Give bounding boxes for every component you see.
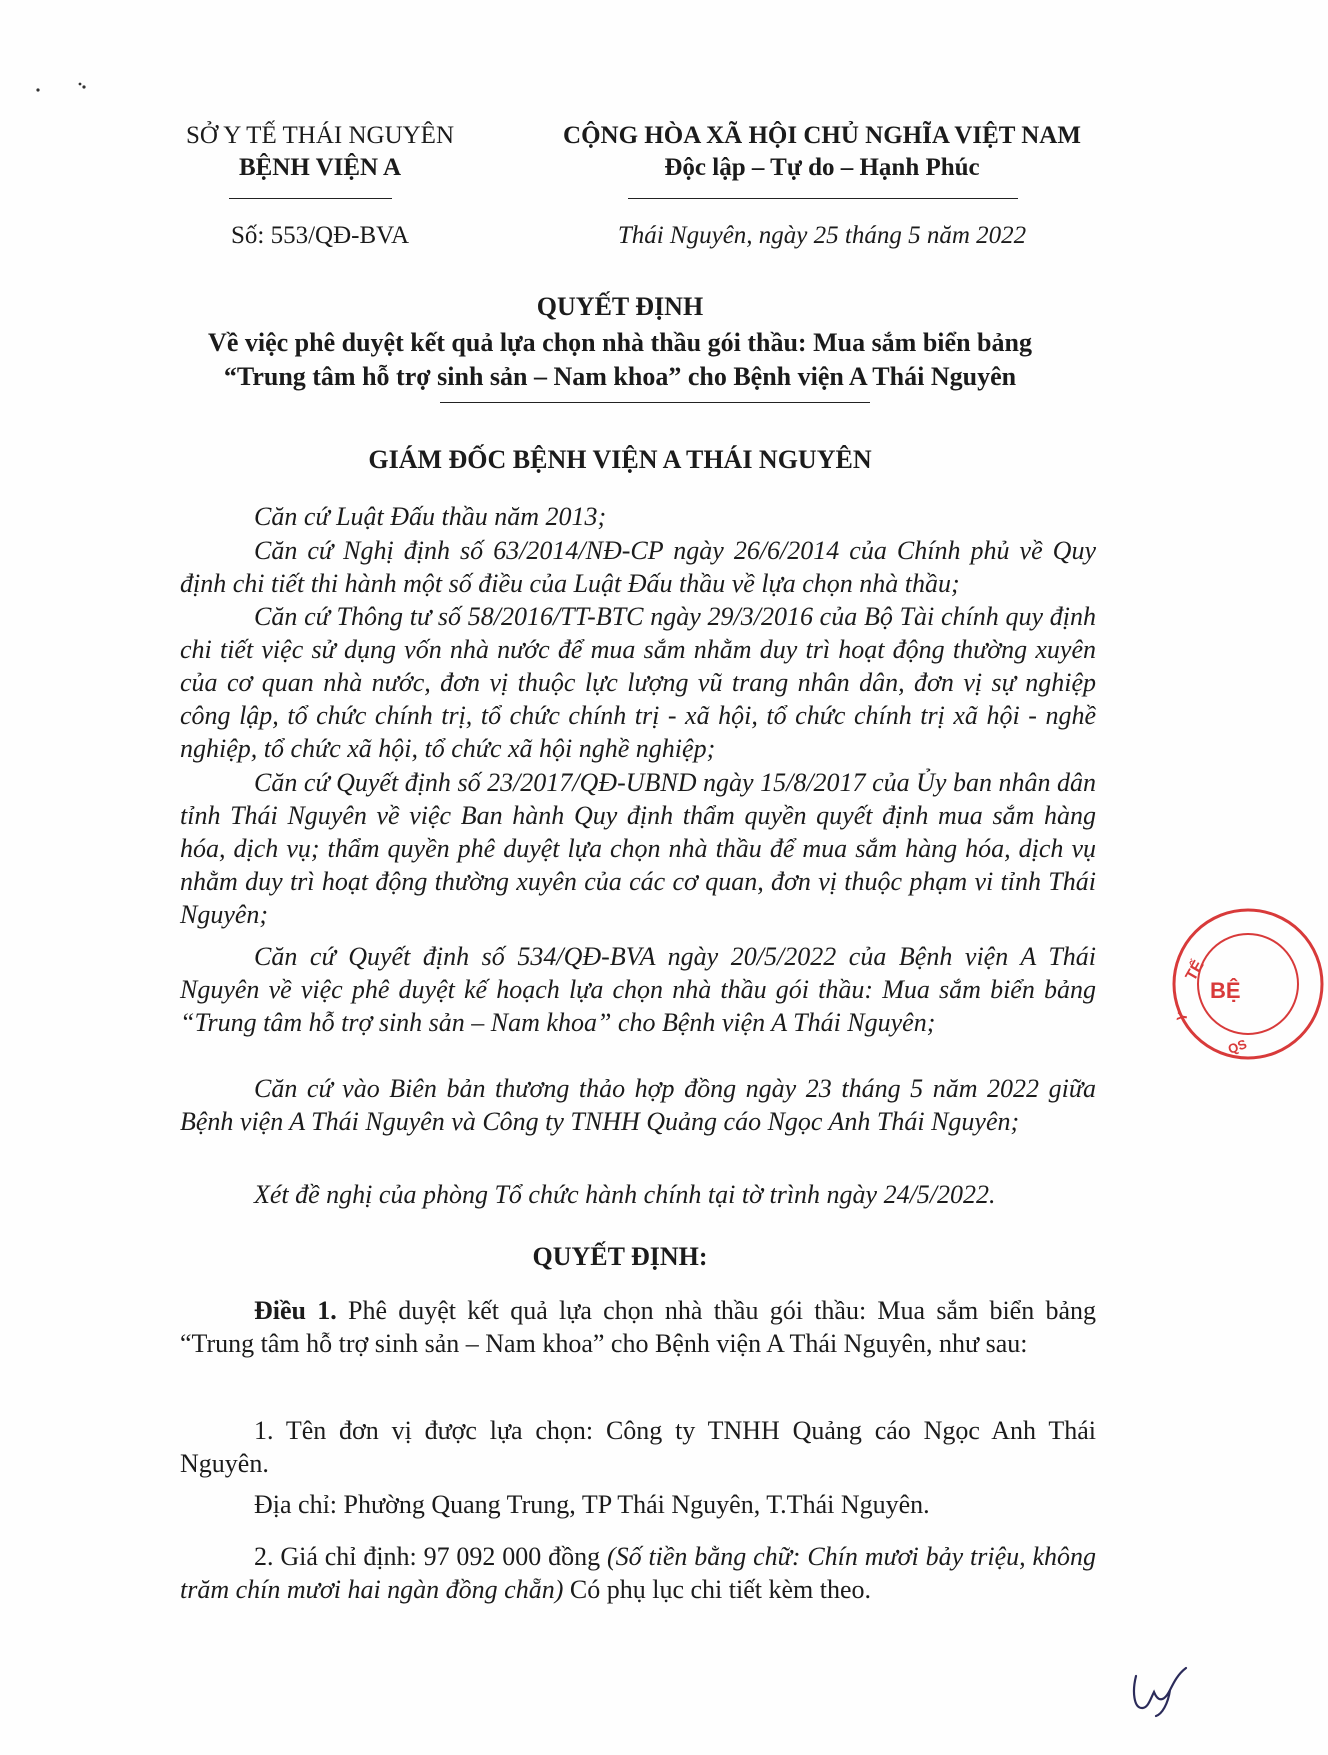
basis-negotiation-minutes: Căn cứ vào Biên bản thương thảo hợp đồng ngày 23 tháng 5 năm 2022 giữa Bệnh viện A Thái Nguyên và Công ty TNHH Quảng cáo Ngọc Anh Thái Nguyên; — [180, 1074, 1096, 1136]
designated-price — [180, 1540, 1096, 1606]
decision-heading: QUYẾT ĐỊNH: — [532, 1242, 708, 1271]
article-1-text: Phê duyệt kết quả lựa chọn nhà thầu gói thầu: Mua sắm biển bảng “Trung tâm hỗ trợ sinh sản – Nam khoa” cho Bệnh viện A Thái Nguyên, như sau: — [180, 1296, 1096, 1358]
article-1 — [180, 1294, 1096, 1360]
price-in-words: (Số tiền bằng chữ: Chín mươi bảy triệu, không trăm chín mươi hai ngàn đồng chẵn) — [180, 1542, 1096, 1604]
national-title: CỘNG HÒA XÃ HỘI CHỦ NGHĨA VIỆT NAM — [563, 122, 1081, 149]
price-amount: 2. Giá chỉ định: 97 092 000 đồng — [254, 1542, 607, 1571]
title-rule — [440, 402, 870, 403]
left-header-rule — [229, 198, 392, 199]
article-1-label: Điều 1. — [254, 1296, 337, 1325]
document-number: Số: 553/QĐ-BVA — [230, 222, 410, 249]
svg-text:TẾ: TẾ — [1182, 957, 1208, 984]
basis-proposal: Xét đề nghị của phòng Tổ chức hành chính tại tờ trình ngày 24/5/2022. — [254, 1180, 996, 1209]
basis-law: Căn cứ Luật Đấu thầu năm 2013; — [254, 502, 607, 531]
issue-date: Thái Nguyên, ngày 25 tháng 5 năm 2022 — [617, 222, 1027, 249]
basis-provincial-decision: Căn cứ Quyết định số 23/2017/QĐ-UBND ngày 15/8/2017 của Ủy ban nhân dân tỉnh Thái Nguyên về việc Ban hành Quy định thẩm quyền quyết định mua sắm hàng hóa, dịch vụ; thẩm quyền phê duyệt lựa chọn nhà thầu để mua sắm hàng hóa, dịch vụ nhằm duy trì hoạt động thường xuyên của các cơ quan, đơn vị thuộc phạm vi tỉnh Thái Nguyên; — [180, 768, 1096, 929]
basis-circular: Căn cứ Thông tư số 58/2016/TT-BTC ngày 29/3/2016 của Bộ Tài chính quy định chi tiết việc sử dụng vốn nhà nước để mua sắm nhằm duy trì hoạt động thường xuyên của cơ quan nhà nước, đơn vị thuộc lực lượng vũ trang nhân dân, đơn vị sự nghiệp công lập, tổ chức chính trị, tổ chức chính trị - xã hội, tổ chức chính trị xã hội - nghề nghiệp, tổ chức xã hội, tổ chức xã hội nghề nghiệp; — [180, 602, 1096, 763]
hospital-name: BỆNH VIỆN A — [238, 154, 402, 181]
selected-contractor: 1. Tên đơn vị được lựa chọn: Công ty TNHH Quảng cáo Ngọc Anh Thái Nguyên. — [180, 1416, 1096, 1478]
right-header-rule — [628, 198, 1018, 199]
svg-text:Y: Y — [1173, 1010, 1191, 1023]
issuing-authority: GIÁM ĐỐC BỆNH VIỆN A THÁI NGUYÊN — [368, 445, 872, 474]
svg-text:BỆ: BỆ — [1210, 978, 1241, 1003]
scan-specks — [34, 78, 94, 98]
basis-hospital-decision: Căn cứ Quyết định số 534/QĐ-BVA ngày 20/5/2022 của Bệnh viện A Thái Nguyên về việc phê duyệt kế hoạch lựa chọn nhà thầu gói thầu: Mua sắm biển bảng “Trung tâm hỗ trợ sinh sản – Nam khoa” cho Bệnh viện A Thái Nguyên; — [180, 942, 1096, 1037]
basis-decree: Căn cứ Nghị định số 63/2014/NĐ-CP ngày 26/6/2014 của Chính phủ về Quy định chi tiết thi hành một số điều của Luật Đấu thầu về lựa chọn nhà thầu; — [180, 536, 1096, 598]
subject-line-2: “Trung tâm hỗ trợ sinh sản – Nam khoa” cho Bệnh viện A Thái Nguyên — [223, 362, 1017, 391]
official-seal — [1168, 904, 1328, 1064]
agency-name: SỞ Y TẾ THÁI NGUYÊN — [185, 122, 455, 149]
contractor-address: Địa chỉ: Phường Quang Trung, TP Thái Nguyên, T.Thái Nguyên. — [254, 1490, 930, 1519]
price-appendix-note: Có phụ lục chi tiết kèm theo. — [563, 1575, 871, 1604]
national-motto: Độc lập – Tự do – Hạnh Phúc — [664, 154, 980, 181]
subject-line-1: Về việc phê duyệt kết quả lựa chọn nhà thầu gói thầu: Mua sắm biển bảng — [208, 328, 1032, 357]
handwritten-initials — [1128, 1662, 1198, 1720]
document-type: QUYẾT ĐỊNH — [536, 292, 704, 321]
svg-text:QS: QS — [1225, 1036, 1249, 1057]
